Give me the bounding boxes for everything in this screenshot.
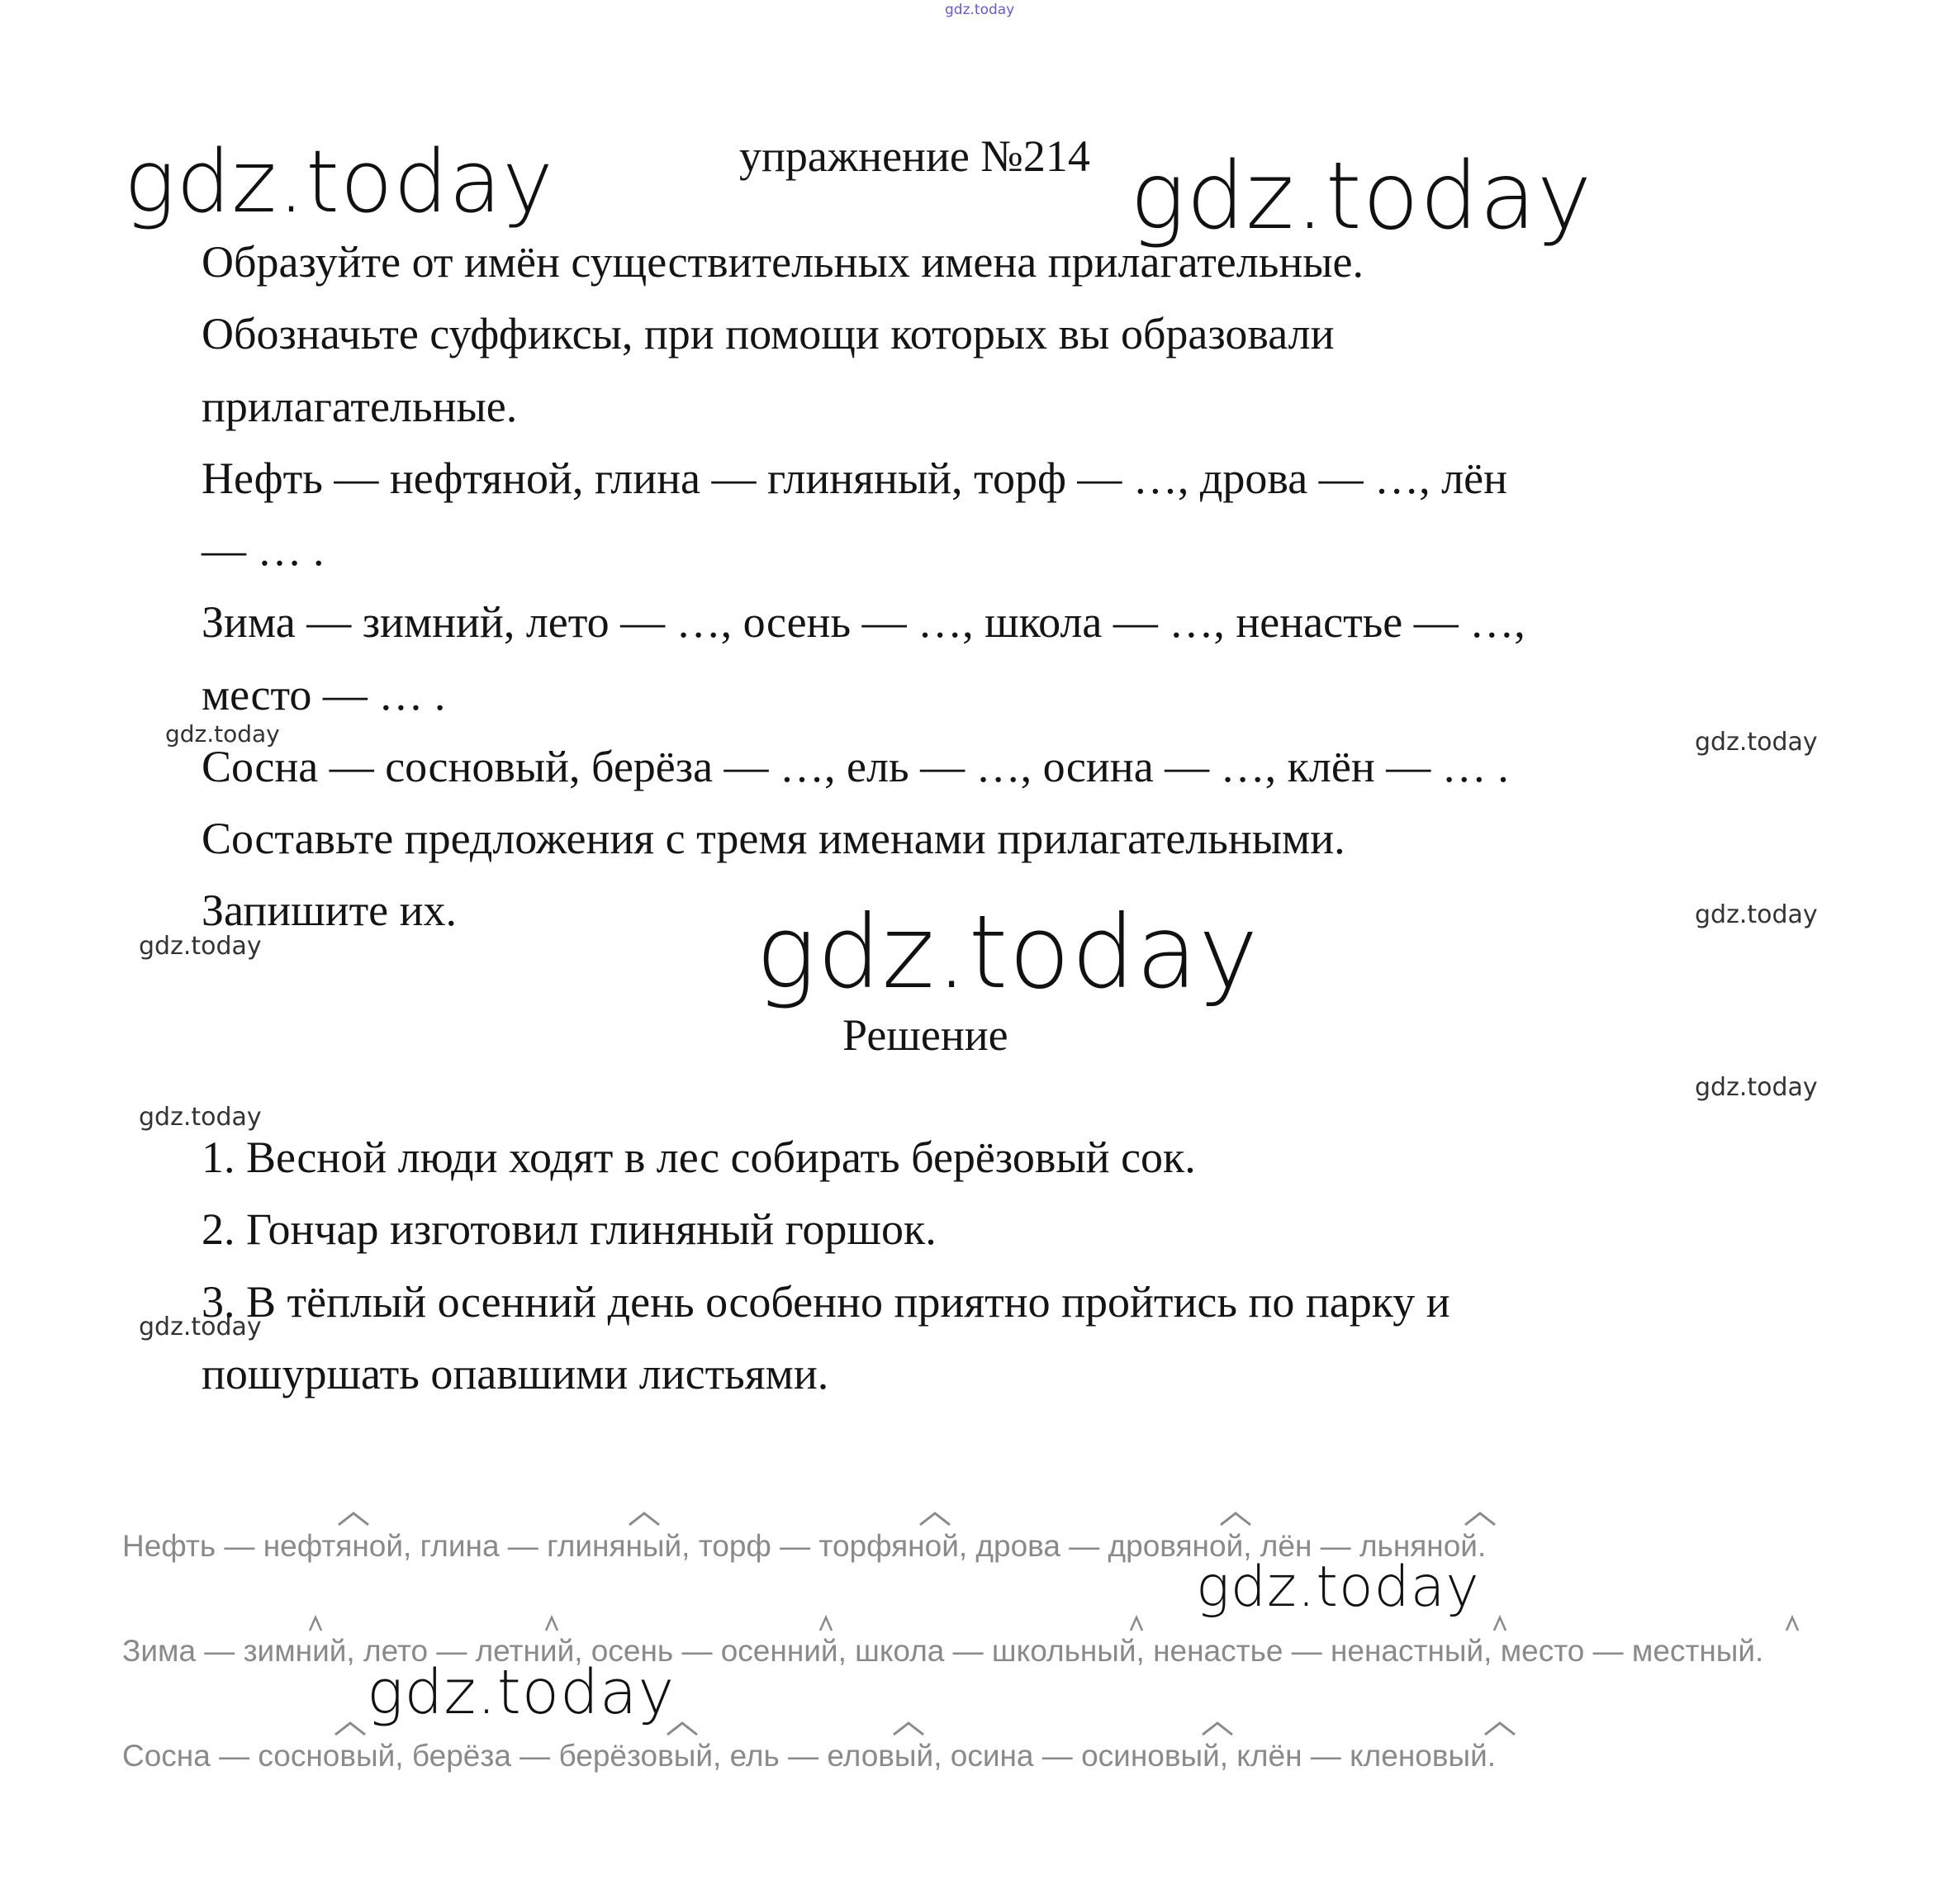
task-line: Нефть — нефтяной, глина — глиняный, торф — …, дрова — …, лён xyxy=(202,453,1507,503)
watermark-large: gdz.today xyxy=(1130,143,1593,250)
watermark-small: gdz.today xyxy=(139,932,262,961)
task-line: прилагательные. xyxy=(202,382,518,431)
suffix-caret-icon xyxy=(543,1614,560,1635)
solution-sentence: пошуршать опавшими листьями. xyxy=(202,1349,829,1398)
watermark-small: gdz.today xyxy=(1695,900,1818,929)
suffix-caret-icon xyxy=(1784,1614,1801,1635)
task-line: Составьте предложения с тремя именами прилагательными. xyxy=(202,814,1345,863)
solution-sentence: 3. В тёплый осенний день особенно приятно пройтись по парку и xyxy=(202,1277,1450,1327)
exercise-title: упражнение №214 xyxy=(739,131,1090,181)
suffix-arc-icon xyxy=(337,1510,370,1527)
watermark-small: gdz.today xyxy=(165,720,280,748)
top-watermark: gdz.today xyxy=(945,2,1015,18)
task-line: Зима — зимний, лето — …, осень — …, школа — …, ненастье — …, xyxy=(202,597,1525,647)
solution-sentence: 2. Гончар изготовил глиняный горшок. xyxy=(202,1204,937,1254)
watermark-small: gdz.today xyxy=(139,1103,262,1132)
answer-line: Сосна — сосновый, берёза — берёзовый, ель — еловый, осина — осиновый, клён — кленовый. xyxy=(122,1739,1497,1773)
suffix-caret-icon xyxy=(1492,1614,1508,1635)
solution-sentence: 1. Весной люди ходят в лес собирать берёзовый сок. xyxy=(202,1132,1196,1182)
watermark-small: gdz.today xyxy=(1695,728,1818,757)
watermark-large: gdz.today xyxy=(1196,1555,1480,1620)
suffix-arc-icon xyxy=(1219,1510,1252,1527)
task-line: Обозначьте суффиксы, при помощи которых вы образовали xyxy=(202,309,1335,358)
watermark-large: gdz.today xyxy=(124,131,554,232)
suffix-caret-icon xyxy=(818,1614,834,1635)
answer-line: Нефть — нефтяной, глина — глиняный, торф — торфяной, дрова — дровяной, лён — льняной. xyxy=(122,1529,1487,1563)
suffix-caret-icon xyxy=(307,1614,324,1635)
suffix-arc-icon xyxy=(666,1720,699,1736)
watermark-small: gdz.today xyxy=(1695,1073,1818,1102)
watermark-large: gdz.today xyxy=(756,894,1260,1011)
suffix-arc-icon xyxy=(628,1510,661,1527)
suffix-caret-icon xyxy=(1128,1614,1145,1635)
suffix-arc-icon xyxy=(1483,1720,1516,1736)
suffix-arc-icon xyxy=(334,1720,367,1736)
task-line: Сосна — сосновый, берёза — …, ель — …, осина — …, клён — … . xyxy=(202,742,1509,791)
answer-line: Зима — зимний, лето — летний, осень — осенний, школа — школьный, ненастье — ненастный, место — местный. xyxy=(122,1634,1764,1668)
task-line: Запишите их. xyxy=(202,886,458,935)
solution-title: Решение xyxy=(842,1010,1008,1060)
suffix-arc-icon xyxy=(918,1510,951,1527)
watermark-large: gdz.today xyxy=(367,1657,676,1728)
suffix-arc-icon xyxy=(1464,1510,1497,1527)
suffix-arc-icon xyxy=(892,1720,925,1736)
task-line: — … . xyxy=(202,525,325,575)
task-line: Образуйте от имён существительных имена прилагательные. xyxy=(202,237,1364,287)
suffix-arc-icon xyxy=(1201,1720,1234,1736)
watermark-small: gdz.today xyxy=(139,1313,262,1341)
task-line: место — … . xyxy=(202,670,446,719)
